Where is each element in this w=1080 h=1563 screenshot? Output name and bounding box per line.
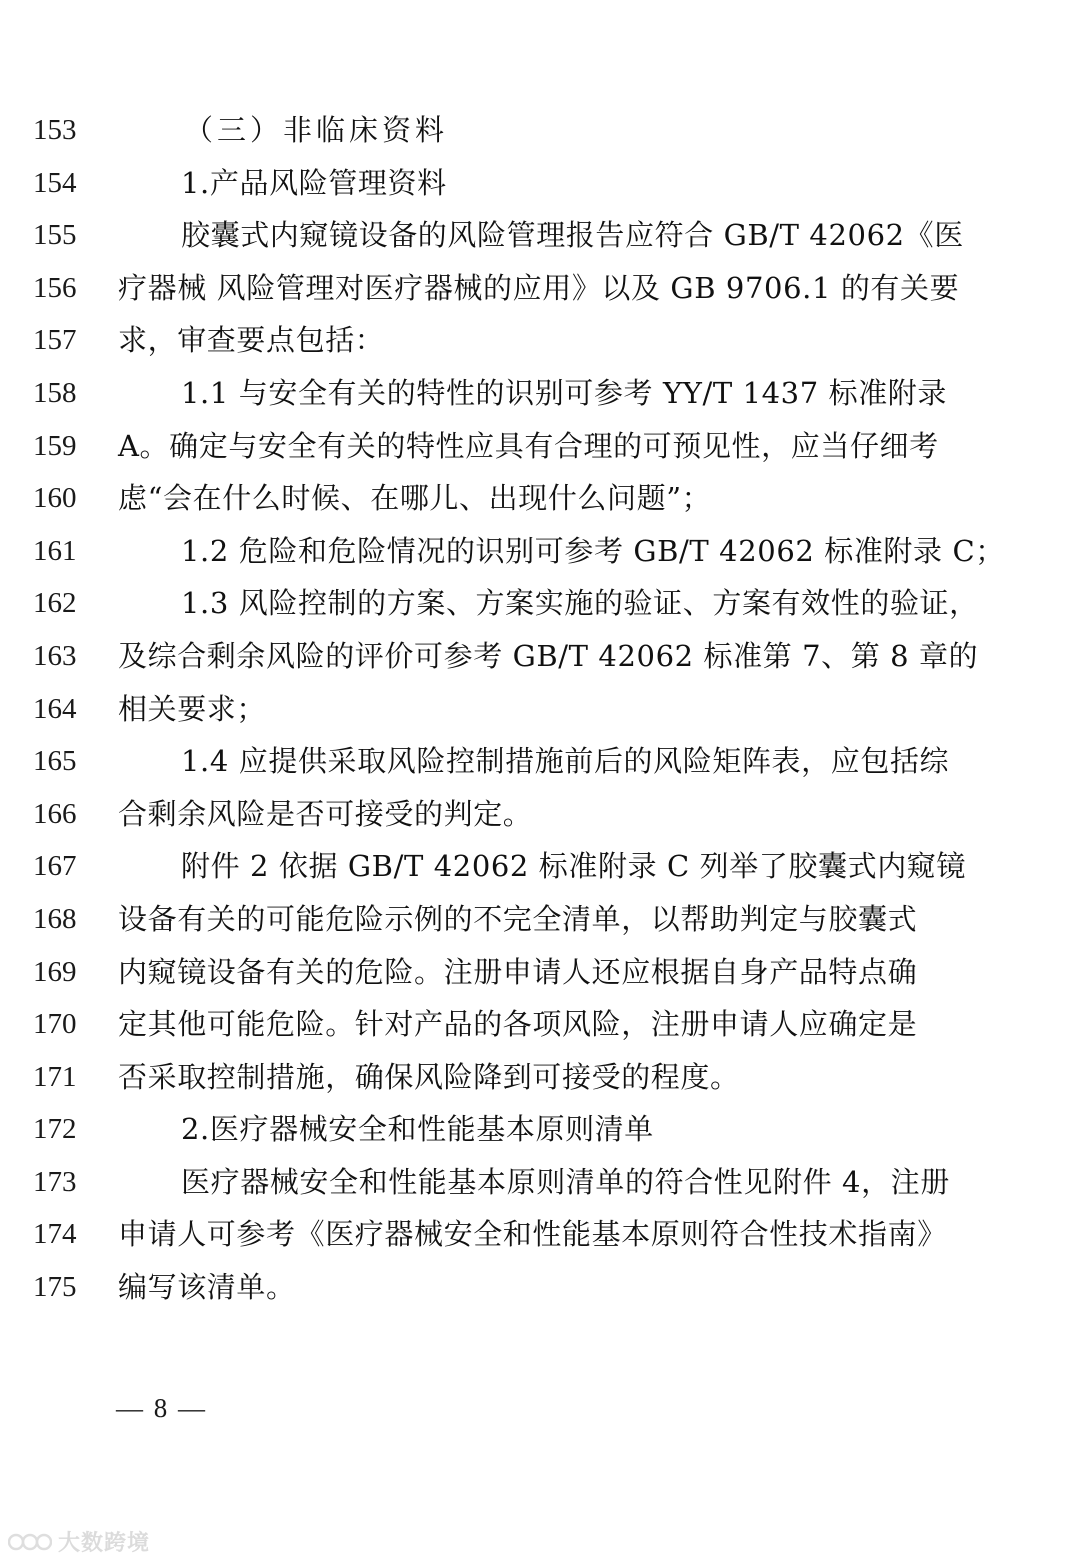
line-number: 153 bbox=[33, 114, 77, 146]
line-168 bbox=[0, 893, 1080, 946]
line-number: 169 bbox=[33, 955, 77, 988]
line-164 bbox=[0, 683, 1080, 736]
line-text: 申请人可参考《医疗器械安全和性能基本原则符合性技术指南》 bbox=[118, 1217, 947, 1252]
line-text: 1.3 风险控制的方案、方案实施的验证、方案有效性的验证， bbox=[181, 586, 979, 621]
line-text: A。确定与安全有关的特性应具有合理的可预见性，应当仔细考 bbox=[118, 428, 939, 463]
line-number: 155 bbox=[33, 219, 77, 252]
line-text: 编写该清单。 bbox=[118, 1270, 296, 1305]
line-161 bbox=[0, 525, 1080, 578]
line-number: 164 bbox=[33, 692, 77, 725]
line-text: 1.2 危险和危险情况的识别可参考 GB/T 42062 标准附录 C； bbox=[181, 533, 1005, 568]
line-169 bbox=[0, 946, 1080, 999]
numbered-lines bbox=[0, 104, 1080, 1314]
line-173 bbox=[0, 1156, 1080, 1209]
watermark-logo-icon bbox=[8, 1530, 52, 1554]
line-text: 相关要求； bbox=[118, 691, 267, 726]
line-text: 胶囊式内窥镜设备的风险管理报告应符合 GB/T 42062《医 bbox=[181, 218, 964, 253]
line-172 bbox=[0, 1103, 1080, 1156]
line-number: 157 bbox=[33, 324, 77, 357]
line-number: 160 bbox=[33, 482, 77, 515]
line-number: 175 bbox=[33, 1271, 77, 1304]
line-number: 173 bbox=[33, 1165, 77, 1198]
subsection-heading: 2.医疗器械安全和性能基本原则清单 bbox=[181, 1112, 654, 1147]
line-153 bbox=[0, 104, 1080, 157]
line-167 bbox=[0, 840, 1080, 893]
line-text: 定其他可能危险。针对产品的各项风险，注册申请人应确定是 bbox=[118, 1007, 918, 1042]
line-text: 疗器械 风险管理对医疗器械的应用》以及 GB 9706.1 的有关要 bbox=[118, 270, 960, 305]
line-174 bbox=[0, 1208, 1080, 1261]
line-number: 170 bbox=[33, 1008, 77, 1041]
line-number: 156 bbox=[33, 271, 77, 304]
line-number: 165 bbox=[33, 745, 77, 778]
line-157 bbox=[0, 314, 1080, 367]
line-170 bbox=[0, 998, 1080, 1051]
line-text: 否采取控制措施，确保风险降到可接受的程度。 bbox=[118, 1059, 740, 1094]
line-text: 内窥镜设备有关的危险。注册申请人还应根据自身产品特点确 bbox=[118, 954, 918, 989]
line-166 bbox=[0, 788, 1080, 841]
line-text: 1.4 应提供采取风险控制措施前后的风险矩阵表，应包括综 bbox=[181, 744, 950, 779]
line-175 bbox=[0, 1261, 1080, 1314]
subsection-heading: 1.产品风险管理资料 bbox=[181, 165, 447, 200]
line-text: 附件 2 依据 GB/T 42062 标准附录 C 列举了胶囊式内窥镜 bbox=[181, 849, 967, 884]
line-text: 设备有关的可能危险示例的不完全清单，以帮助判定与胶囊式 bbox=[118, 901, 918, 936]
line-171 bbox=[0, 1051, 1080, 1104]
line-number: 161 bbox=[33, 534, 77, 567]
line-number: 172 bbox=[33, 1113, 77, 1146]
line-160 bbox=[0, 472, 1080, 525]
line-number: 166 bbox=[33, 797, 77, 830]
line-156 bbox=[0, 262, 1080, 315]
line-text: 1.1 与安全有关的特性的识别可参考 YY/T 1437 标准附录 bbox=[181, 375, 947, 410]
line-159 bbox=[0, 420, 1080, 473]
watermark bbox=[8, 1526, 150, 1557]
page-number: — 8 — bbox=[116, 1393, 207, 1423]
line-text: 求，审查要点包括： bbox=[118, 323, 385, 358]
line-162 bbox=[0, 577, 1080, 630]
line-number: 168 bbox=[33, 902, 77, 935]
line-number: 163 bbox=[33, 639, 77, 672]
line-number: 154 bbox=[33, 166, 77, 199]
line-163 bbox=[0, 630, 1080, 683]
line-text: 及综合剩余风险的评价可参考 GB/T 42062 标准第 7、第 8 章的 bbox=[118, 638, 979, 673]
line-number: 174 bbox=[33, 1218, 77, 1251]
line-text: 合剩余风险是否可接受的判定。 bbox=[118, 796, 533, 831]
line-text: 虑“会在什么时候、在哪儿、出现什么问题”； bbox=[118, 481, 712, 516]
line-number: 159 bbox=[33, 429, 77, 462]
line-number: 171 bbox=[33, 1060, 77, 1093]
line-text: 医疗器械安全和性能基本原则清单的符合性见附件 4，注册 bbox=[181, 1164, 950, 1199]
line-number: 158 bbox=[33, 376, 77, 409]
line-154 bbox=[0, 157, 1080, 210]
line-158 bbox=[0, 367, 1080, 420]
line-165 bbox=[0, 735, 1080, 788]
line-number: 167 bbox=[33, 850, 77, 883]
line-155 bbox=[0, 209, 1080, 262]
line-number: 162 bbox=[33, 587, 77, 620]
section-heading: （三）非临床资料 bbox=[184, 113, 449, 147]
watermark-text: 大数跨境 bbox=[58, 1531, 151, 1556]
